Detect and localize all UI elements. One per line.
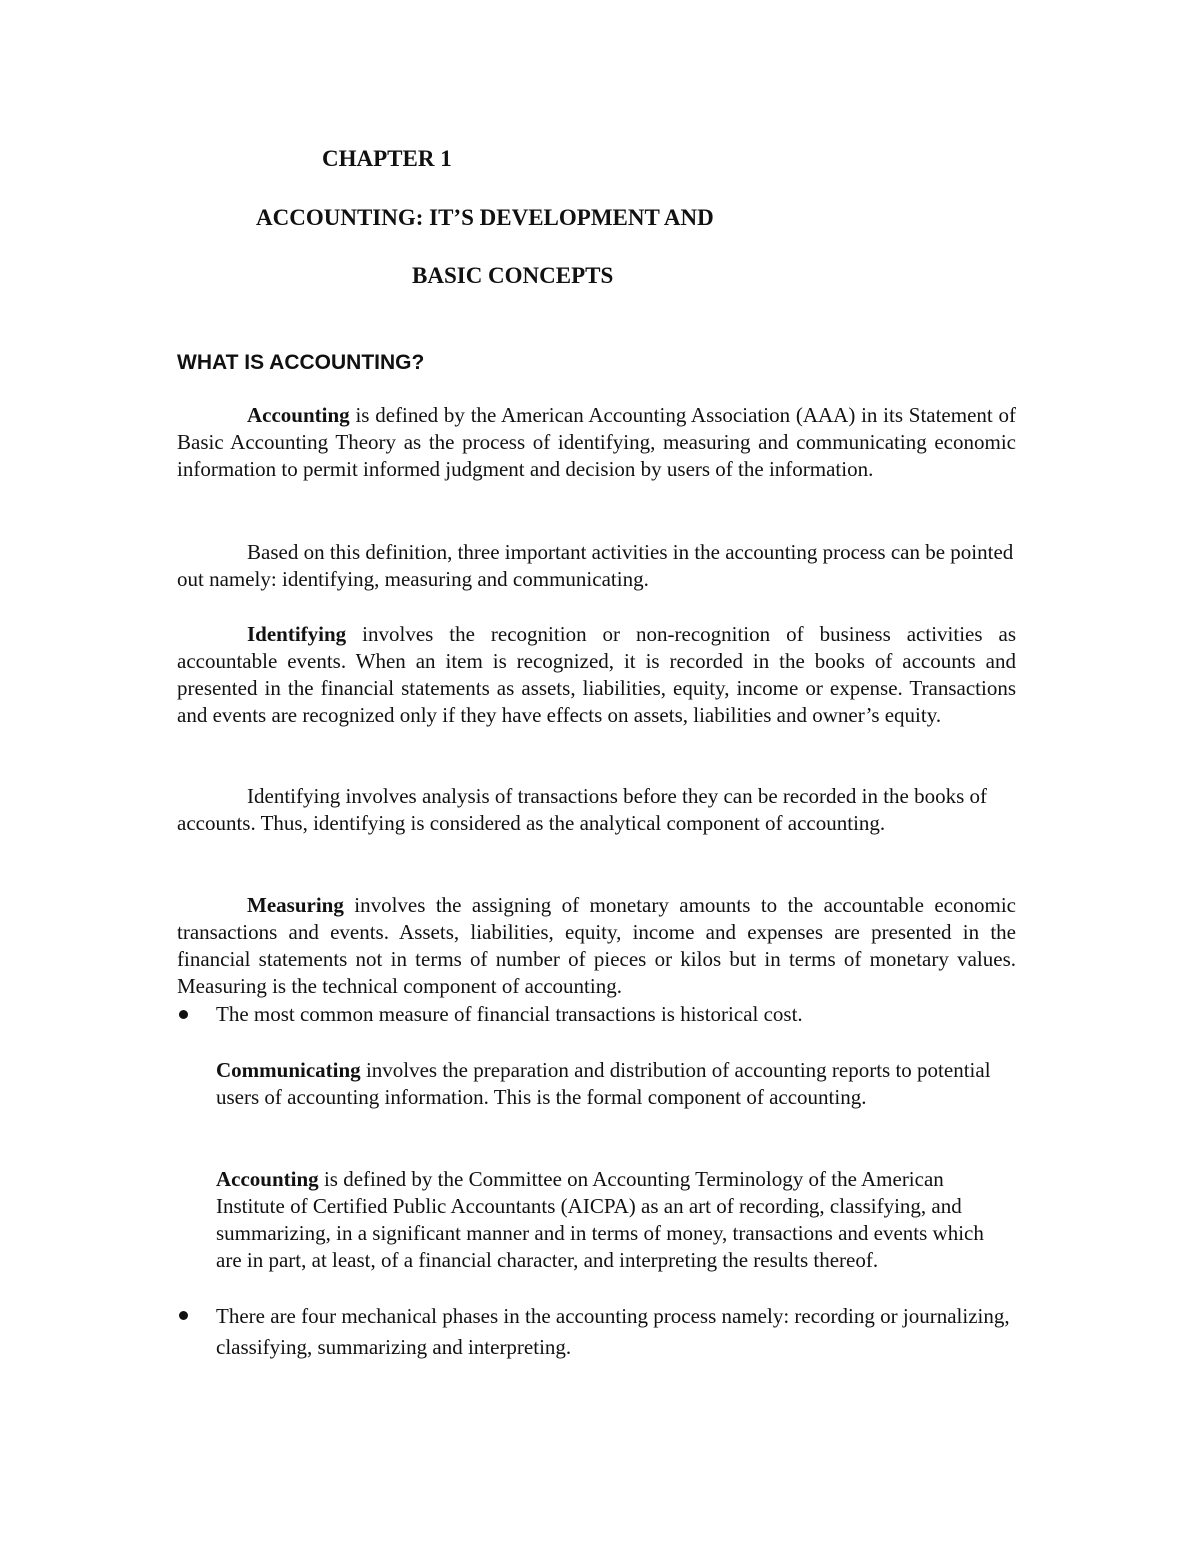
bullet-icon — [179, 1311, 188, 1320]
bullet-icon — [179, 1010, 188, 1019]
paragraph-measuring — [177, 892, 1016, 1000]
bullet-item-historical-cost — [177, 1001, 1016, 1028]
bullet-item-mechanical-phases — [177, 1302, 1016, 1362]
paragraph-identifying-analysis — [177, 783, 1017, 837]
section-heading: WHAT IS ACCOUNTING? — [177, 351, 425, 374]
paragraph-text: is defined by the American Accounting Association (AAA) in its Statement of Basic Accounting Theory as the process of identifying, measuring and communicating economic information to permit informed judgment and decision by users of the information. — [177, 403, 1016, 481]
paragraph-identifying — [177, 621, 1016, 729]
term-accounting: Accounting — [216, 1167, 319, 1191]
term-communicating: Communicating — [216, 1058, 361, 1082]
main-title-line2: BASIC CONCEPTS — [412, 263, 614, 288]
paragraph-text: involves the preparation and distribution of accounting reports to potential users of accounting information. This is the formal component of accounting. — [216, 1058, 991, 1109]
paragraph-aicpa-definition — [216, 1166, 1006, 1274]
paragraph-three-activities — [177, 539, 1017, 593]
paragraph-text: involves the recognition or non-recognition of business activities as accountable events. When an item is recognized, it is recorded in the books of accounts and presented in the financial statements as assets, liabilities, equity, income or expense. Transactions and events are recognized only if they have effects on assets, liabilities and owner’s equity. — [177, 622, 1016, 727]
main-title-line1: ACCOUNTING: IT’S DEVELOPMENT AND — [256, 205, 714, 230]
term-identifying: Identifying — [247, 622, 347, 646]
bullet-text: The most common measure of financial transactions is historical cost. — [216, 1002, 803, 1026]
bullet-text: There are four mechanical phases in the accounting process namely: recording or journalizing, classifying, summarizing and interpreting. — [216, 1304, 1010, 1359]
paragraph-communicating — [216, 1057, 1006, 1111]
paragraph-aaa-definition — [177, 402, 1016, 483]
term-measuring: Measuring — [247, 893, 344, 917]
paragraph-text: Identifying involves analysis of transactions before they can be recorded in the books of accounts. Thus, identifying is considered as the analytical component of accounting. — [177, 784, 988, 835]
chapter-title: CHAPTER 1 — [322, 146, 452, 171]
term-accounting: Accounting — [247, 403, 350, 427]
paragraph-text: Based on this definition, three important activities in the accounting process can be pointed out namely: identifying, measuring and communicating. — [177, 540, 1014, 591]
paragraph-text: is defined by the Committee on Accounting Terminology of the American Institute of Certified Public Accountants (AICPA) as an art of recording, classifying, and summarizing, in a significant manner and in terms of money, transactions and events which are in part, at least, of a financial character, and interpreting the results thereof. — [216, 1167, 984, 1272]
paragraph-text: involves the assigning of monetary amounts to the accountable economic transactions and events. Assets, liabilities, equity, income and expenses are presented in the financial statements not in terms of number of pieces or kilos but in terms of monetary values. Measuring is the technical component of accounting. — [177, 893, 1016, 998]
